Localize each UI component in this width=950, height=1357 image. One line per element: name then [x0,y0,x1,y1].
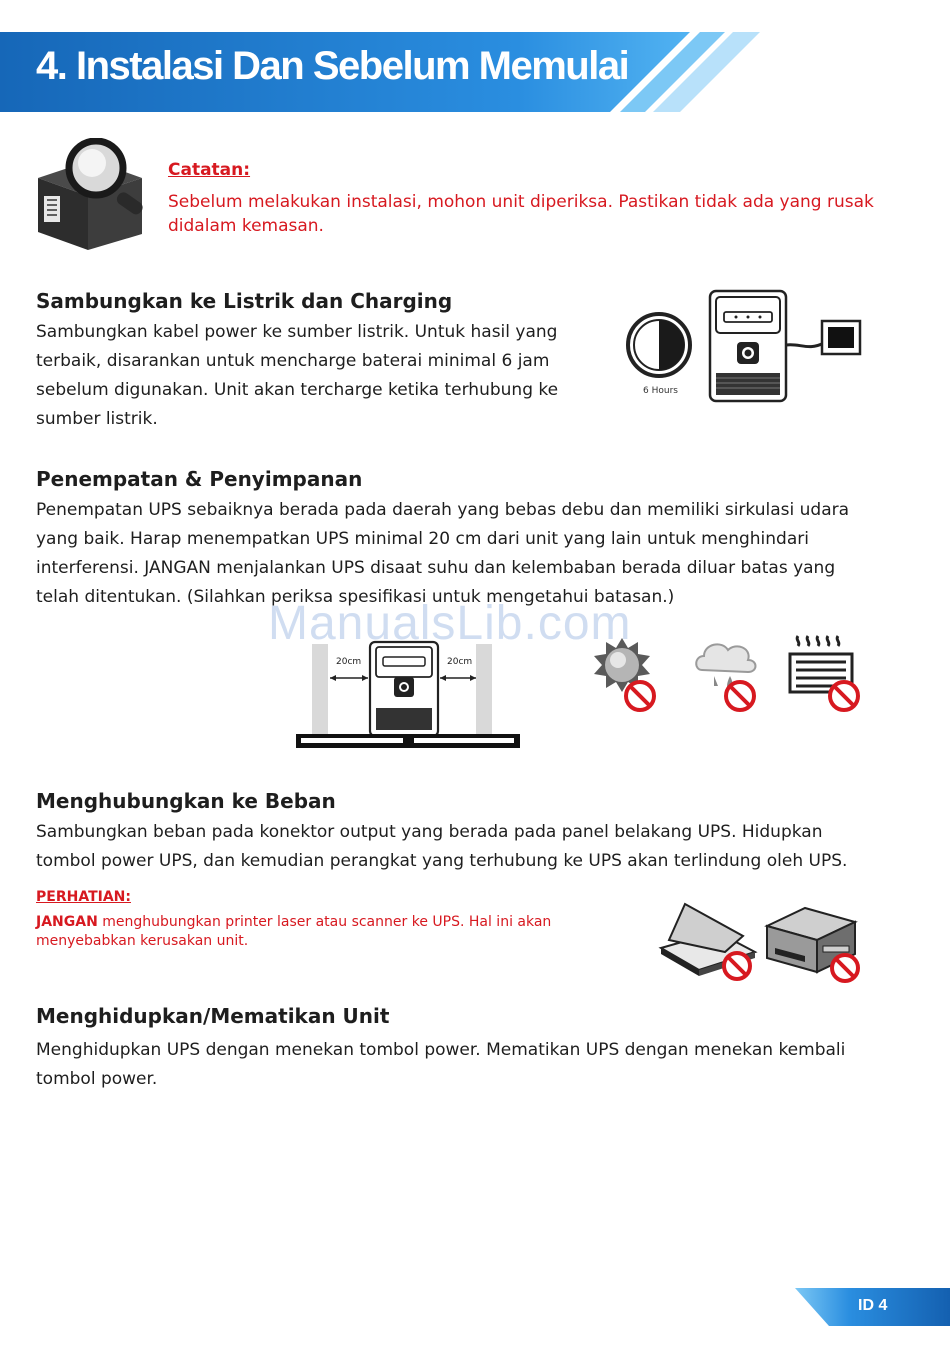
page-number: ID 4 [858,1297,888,1314]
inspect-box-icon [30,138,156,256]
section-title-placement: Penempatan & Penyimpanan [36,467,363,491]
no-scanner-printer-illustration [655,896,870,986]
section-text-placement: Penempatan UPS sebaiknya berada pada daerah yang bebas debu dan memiliki sirkulasi udara yang baik. Harap menempatkan UPS minimal 20 cm dari unit yang lain untuk menghindari interferensi. JANGAN menjalankan UPS disaat suhu dan kelembaban berada diluar batas yang telah ditentukan. (Silahkan periksa spesifikasi untuk mengetahui batasan.) [36,500,850,607]
no-heater-icon [790,636,858,710]
section-title-power: Menghidupkan/Mematikan Unit [36,1004,390,1028]
distance-right-label: 20cm [447,657,473,667]
note-label: Catatan: [168,160,251,180]
ups-clearance-illustration [290,636,530,756]
distance-left-label: 20cm [336,657,362,667]
section-text-load: Sambungkan beban pada konektor output yang berada pada panel belakang UPS. Hidupkan tombol power UPS, dan kemudian perangkat yang terhubung ke UPS akan terlindung oleh UPS. [36,822,848,871]
no-laser-printer-icon [767,908,858,981]
no-humidity-icon [696,644,755,710]
warning-text [36,913,576,951]
section-text-charging: Sambungkan kabel power ke sumber listrik. Untuk hasil yang terbaik, disarankan untuk mencharge baterai minimal 6 jam sebelum digunakan. Unit akan tercharge ketika terhubung ke sumber listrik. [36,322,559,429]
section-title-load: Menghubungkan ke Beban [36,789,336,813]
page-title: 4. Instalasi Dan Sebelum Memulai [36,44,629,88]
warning-bold-word: JANGAN [36,914,98,930]
section-text-power: Menghidupkan UPS dengan menekan tombol power. Mematikan UPS dengan menekan kembali tombol power. [36,1040,846,1089]
section-title-charging: Sambungkan ke Listrik dan Charging [36,289,453,313]
watermark: ManualsLib.com [268,597,632,650]
warning-label: PERHATIAN: [36,889,131,905]
no-scanner-icon [661,904,755,979]
charge-time-label: 6 Hours [643,386,678,396]
note-text: Sebelum melakukan instalasi, mohon unit diperiksa. Pastikan tidak ada yang rusak didalam kemasan. [168,192,874,236]
warning-body: menghubungkan printer laser atau scanner ke UPS. Hal ini akan menyebabkan kerusakan unit. [36,914,552,949]
environment-warning-icons [590,630,870,720]
